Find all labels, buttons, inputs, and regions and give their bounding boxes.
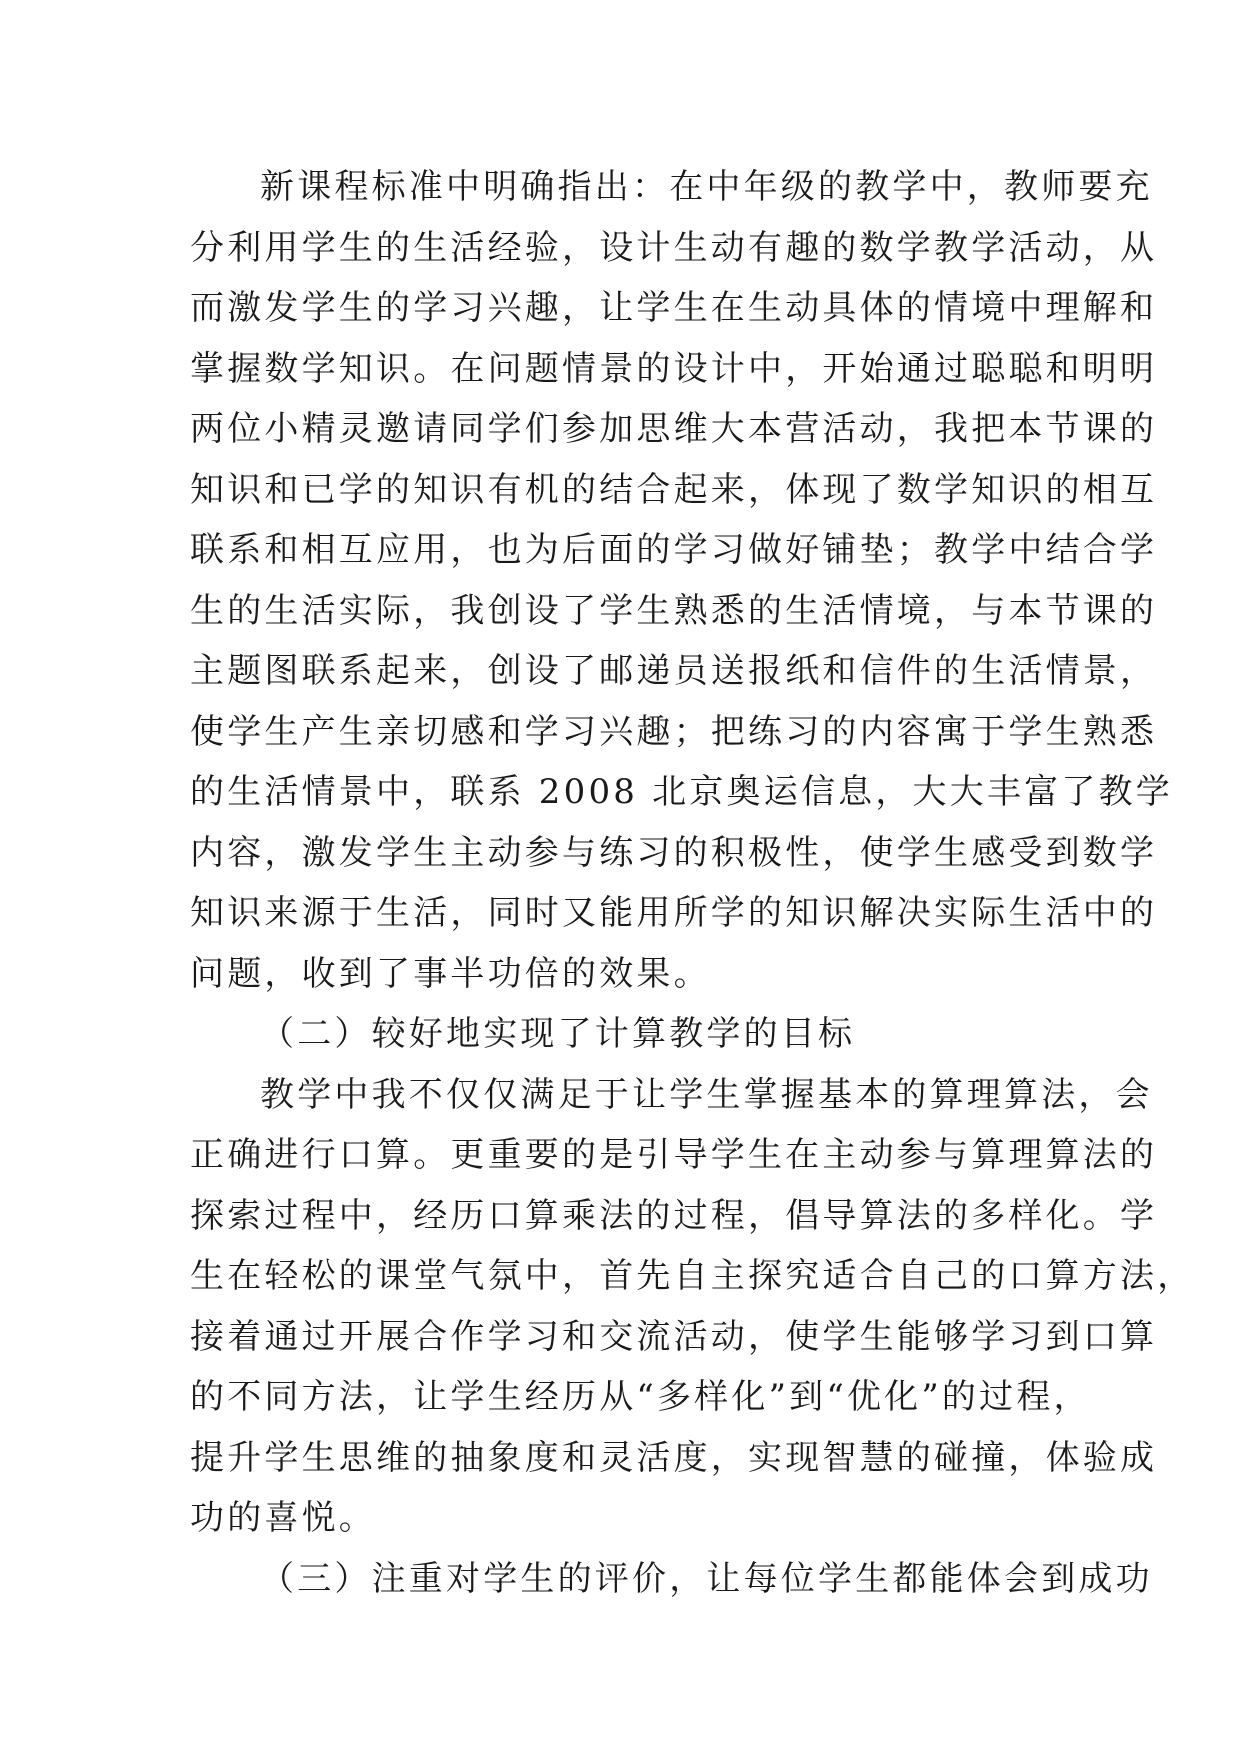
- text-line: 使学生产生亲切感和学习兴趣；把练习的内容寓于学生熟悉: [190, 711, 1158, 752]
- text-line: 探索过程中，经历口算乘法的过程，倡导算法的多样化。学: [190, 1195, 1158, 1236]
- text-line: 掌握数学知识。在问题情景的设计中，开始通过聪聪和明明: [190, 348, 1158, 389]
- text-line: 问题，收到了事半功倍的效果。: [190, 953, 711, 994]
- text-line: 的生活情景中，联系 2008 北京奥运信息，大大丰富了教学: [190, 772, 1173, 812]
- text-line: 教学中我不仅仅满足于让学生掌握基本的算理算法，会: [260, 1074, 1153, 1115]
- text-line: 分利用学生的生活经验，设计生动有趣的数学教学活动，从: [190, 227, 1158, 268]
- body-text: [190, 157, 1195, 1609]
- text-line: 知识和已学的知识有机的结合起来，体现了数学知识的相互: [190, 469, 1158, 510]
- text-line: 而激发学生的学习兴趣，让学生在生动具体的情境中理解和: [190, 288, 1158, 328]
- section-heading: （三）注重对学生的评价，让每位学生都能体会到成功: [260, 1558, 1153, 1599]
- text-line: 的不同方法，让学生经历从“多样化”到“优化”的过程，: [190, 1377, 1091, 1417]
- text-line: 正确进行口算。更重要的是引导学生在主动参与算理算法的: [190, 1135, 1158, 1175]
- text-line: 知识来源于生活，同时又能用所学的知识解决实际生活中的: [190, 893, 1158, 933]
- text-line: 生的生活实际，我创设了学生熟悉的生活情境，与本节课的: [190, 590, 1158, 631]
- text-line: 新课程标准中明确指出：在中年级的教学中，教师要充: [260, 167, 1153, 207]
- text-line: 提升学生思维的抽象度和灵活度，实现智慧的碰撞，体验成: [190, 1437, 1158, 1478]
- text-line: 两位小精灵邀请同学们参加思维大本营活动，我把本节课的: [190, 409, 1158, 449]
- text-line: 内容，激发学生主动参与练习的积极性，使学生感受到数学: [190, 832, 1158, 873]
- text-line: 功的喜悦。: [190, 1498, 376, 1538]
- text-line: 联系和相互应用，也为后面的学习做好铺垫；教学中结合学: [190, 530, 1158, 570]
- text-line: 生在轻松的课堂气氛中，首先自主探究适合自己的口算方法，: [190, 1256, 1195, 1296]
- text-line: 接着通过开展合作学习和交流活动，使学生能够学习到口算: [190, 1316, 1158, 1357]
- text-line: 主题图联系起来，创设了邮递员送报纸和信件的生活情景，: [190, 651, 1158, 691]
- section-heading: （二）较好地实现了计算教学的目标: [260, 1014, 856, 1054]
